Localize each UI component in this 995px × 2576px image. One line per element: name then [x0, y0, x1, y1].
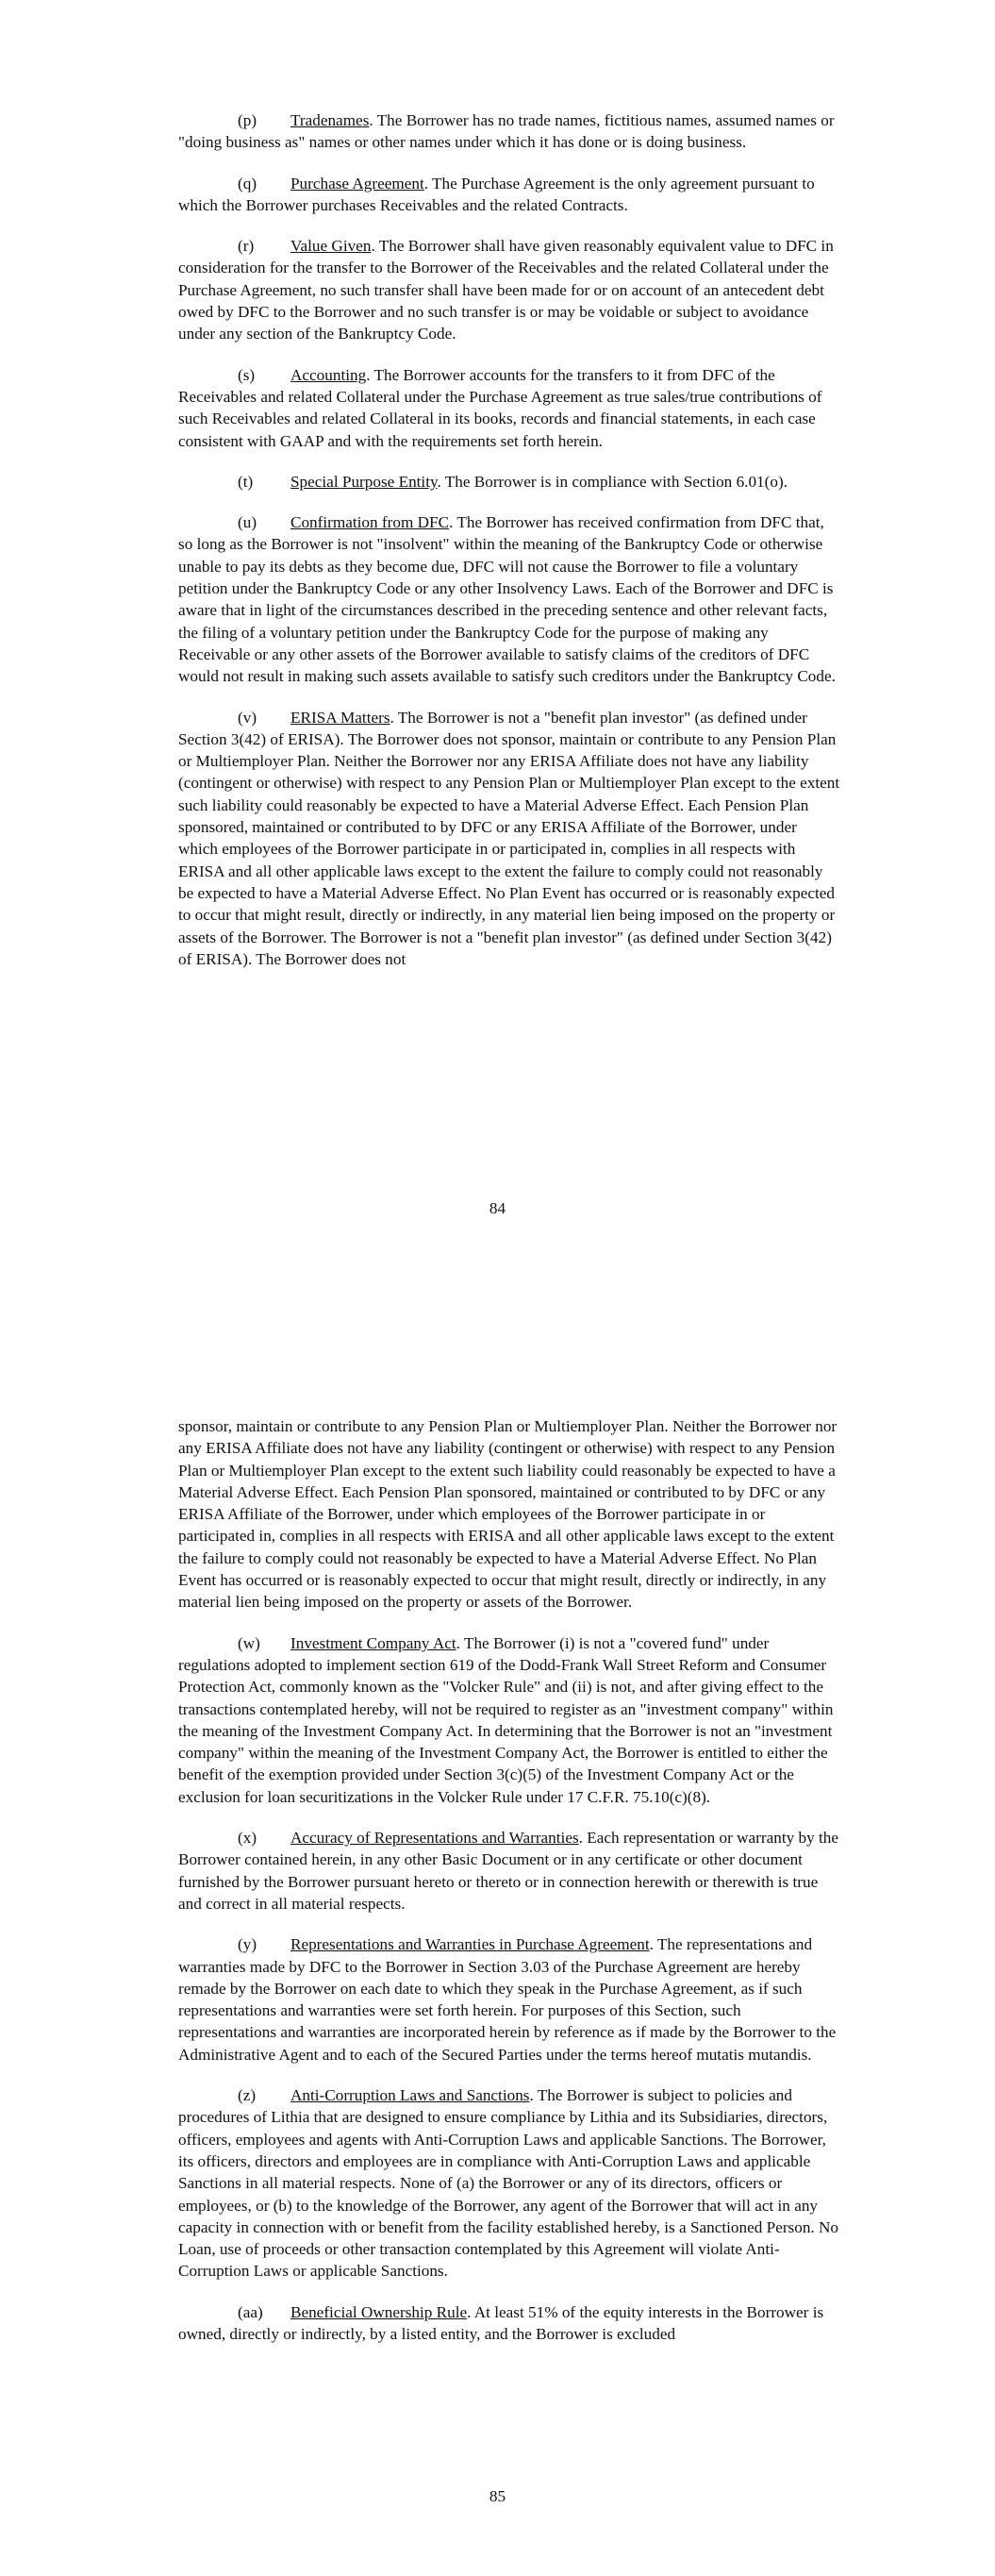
- page-85: [0, 1288, 995, 2576]
- section-heading: Purchase Agreement: [290, 174, 424, 192]
- section-x: [178, 1827, 840, 1915]
- section-number: (r): [238, 237, 255, 256]
- page-84-content: [178, 109, 840, 989]
- section-w: [178, 1632, 840, 1808]
- section-number: (y): [238, 1935, 257, 1954]
- section-text: . The Borrower is subject to policies and procedures of Lithia that are designed to ensure compliance by Lithia and its Subsidiaries, directors, officers, employees and agents with Anti-Corruption Laws and applicable Sanctions. The Borrower, its officers, directors and employees are in compliance with Anti-Corruption Laws and applicable Sanctions in all material respects. None of (a) the Borrower or any of its directors, officers or employees, or (b) to the knowledge of the Borrower, any agent of the Borrower that will act in any capacity in connection with or benefit from the facility established hereby, is a Sanctioned Person. No Loan, use of proceeds or other transaction contemplated by this Agreement will violate Anti-Corruption Laws or applicable Sanctions.: [178, 2086, 839, 2281]
- section-heading: Special Purpose Entity: [290, 472, 438, 491]
- section-u: [178, 511, 840, 687]
- page-85-content: [178, 1415, 840, 2364]
- section-heading: Confirmation from DFC: [290, 513, 450, 532]
- section-heading: Representations and Warranties in Purchase Agreement: [290, 1935, 650, 1954]
- section-text: . The Borrower has received confirmation from DFC that, so long as the Borrower is not "insolvent" within the meaning of the Bankruptcy Code or otherwise unable to pay its debts as they become due, DFC will not cause the Borrower to file a voluntary petition under the Bankruptcy Code or any other Insolvency Laws. Each of the Borrower and DFC is aware that in light of the circumstances described in the preceding sentence and other relevant facts, the filing of a voluntary petition under the Bankruptcy Code for the purpose of making any Receivable or any other assets of the Borrower available to satisfy claims of the creditors of DFC would not result in making such assets available to satisfy such creditors under the Bankruptcy Code.: [178, 513, 836, 686]
- section-number: (q): [238, 174, 257, 192]
- section-text: . The Borrower accounts for the transfers to it from DFC of the Receivables and related Collateral under the Purchase Agreement as true sales/true contributions of such Receivables and related Collateral in its books, records and financial statements, in each case consistent with GAAP and with the requirements set forth herein.: [178, 365, 822, 450]
- section-number: (w): [238, 1633, 260, 1652]
- section-p: [178, 109, 840, 154]
- section-text: . At least 51% of the equity interests in the Borrower is owned, directly or indirectly, by a listed entity, and the Borrower is excluded: [178, 2302, 824, 2343]
- section-heading: Accounting: [290, 365, 367, 384]
- section-text: . The Borrower is in compliance with Section 6.01(o).: [437, 472, 788, 491]
- section-s: [178, 364, 840, 452]
- section-text: . The representations and warranties made by DFC to the Borrower in Section 3.03 of the Purchase Agreement are hereby remade by the Borrower on each date to which they speak in the Purchase Agreement, as if such representations and warranties were set forth herein. For purposes of this Section, such representations and warranties are incorporated herein by reference as if made by the Borrower to the Administrative Agent and to each of the Secured Parties under the terms hereof mutatis mutandis.: [178, 1935, 837, 2064]
- section-aa: [178, 2301, 840, 2346]
- section-y: [178, 1933, 840, 2066]
- section-heading: Tradenames: [290, 111, 370, 129]
- section-number: (p): [238, 111, 257, 129]
- section-text: . The Borrower is not a "benefit plan investor" (as defined under Section 3(42) of ERISA). The Borrower does not sponsor, maintain or contribute to any Pension Plan or Multiemployer Plan. Neither the Borrower nor any ERISA Affiliate does not have any liability (contingent or otherwise) with respect to any Pension Plan or Multiemployer Plan except to the extent such liability could reasonably be expected to have a Material Adverse Effect. Each Pension Plan sponsored, maintained or contributed to by DFC or any ERISA Affiliate of the Borrower, under which employees of the Borrower participate in or participated in, complies in all respects with ERISA and all other applicable laws except to the extent the failure to comply could not reasonably be expected to have a Material Adverse Effect. No Plan Event has occurred or is reasonably expected to occur that might result, directly or indirectly, in any material lien being imposed on the property or assets of the Borrower. The Borrower is not a "benefit plan investor" (as defined under Section 3(42) of ERISA). The Borrower does not: [178, 708, 840, 968]
- section-text: . The Borrower shall have given reasonably equivalent value to DFC in consideration for the transfer to the Borrower of the Receivables and the related Collateral under the Purchase Agreement, no such transfer shall have been made for or on account of an antecedent debt owed by DFC to the Borrower and no such transfer is or may be voidable or subject to avoidance under any section of the Bankruptcy Code.: [178, 237, 834, 343]
- section-heading: Anti-Corruption Laws and Sanctions: [290, 2086, 530, 2105]
- section-number: (aa): [238, 2302, 263, 2321]
- section-t: [178, 471, 840, 493]
- page-number: 84: [489, 1199, 506, 1217]
- section-number: (v): [238, 708, 257, 727]
- section-text: . Each representation or warranty by the Borrower contained herein, in any other Basic Document or in any certificate or other document furnished by the Borrower pursuant hereto or thereto or in connection herewith or therewith is true and correct in all material respects.: [178, 1829, 839, 1913]
- section-heading: ERISA Matters: [290, 708, 390, 727]
- section-heading: Accuracy of Representations and Warranties: [290, 1829, 579, 1848]
- section-heading: Beneficial Ownership Rule: [290, 2302, 468, 2321]
- section-heading: Investment Company Act: [290, 1633, 456, 1652]
- section-z: [178, 2084, 840, 2283]
- section-number: (z): [238, 2086, 257, 2105]
- page-number: 85: [489, 2487, 506, 2505]
- section-q: [178, 173, 840, 217]
- section-number: (s): [238, 365, 256, 384]
- section-number: (u): [238, 513, 257, 532]
- continuation-paragraph: sponsor, maintain or contribute to any Pension Plan or Multiemployer Plan. Neither the Borrower nor any ERISA Affiliate does not have any liability (contingent or otherwise) with respect to any Pension Plan or Multiemployer Plan except to the extent such liability could reasonably be expected to have a Material Adverse Effect. Each Pension Plan sponsored, maintained or contributed to by DFC or any ERISA Affiliate of the Borrower, under which employees of the Borrower participate in or participated in, complies in all respects with ERISA and all other applicable laws except to the extent the failure to comply could not reasonably be expected to have a Material Adverse Effect. No Plan Event has occurred or is reasonably expected to occur that might result, directly or indirectly, in any material lien being imposed on the property or assets of the Borrower.: [178, 1417, 837, 1612]
- section-number: (x): [238, 1829, 257, 1848]
- section-r: [178, 235, 840, 344]
- section-text: . The Borrower (i) is not a "covered fund" under regulations adopted to implement section 619 of the Dodd-Frank Wall Street Reform and Consumer Protection Act, commonly known as the "Volcker Rule" and (ii) is not, and after giving effect to the transactions contemplated hereby, will not be required to register as an "investment company" within the meaning of the Investment Company Act. In determining that the Borrower is not an "investment company" within the meaning of the Investment Company Act, the Borrower is entitled to either the benefit of the exemption provided under Section 3(c)(5) of the Investment Company Act or the exclusion for loan securitizations in the Volcker Rule under 17 C.F.R. 75.10(c)(8).: [178, 1633, 834, 1806]
- section-text: . The Borrower has no trade names, fictitious names, assumed names or "doing business as" names or other names under which it has done or is doing business.: [178, 111, 835, 152]
- section-text: . The Purchase Agreement is the only agreement pursuant to which the Borrower purchases Receivables and the related Contracts.: [178, 174, 815, 214]
- section-v: [178, 707, 840, 971]
- section-heading: Value Given: [290, 237, 372, 256]
- section-number: (t): [238, 472, 254, 491]
